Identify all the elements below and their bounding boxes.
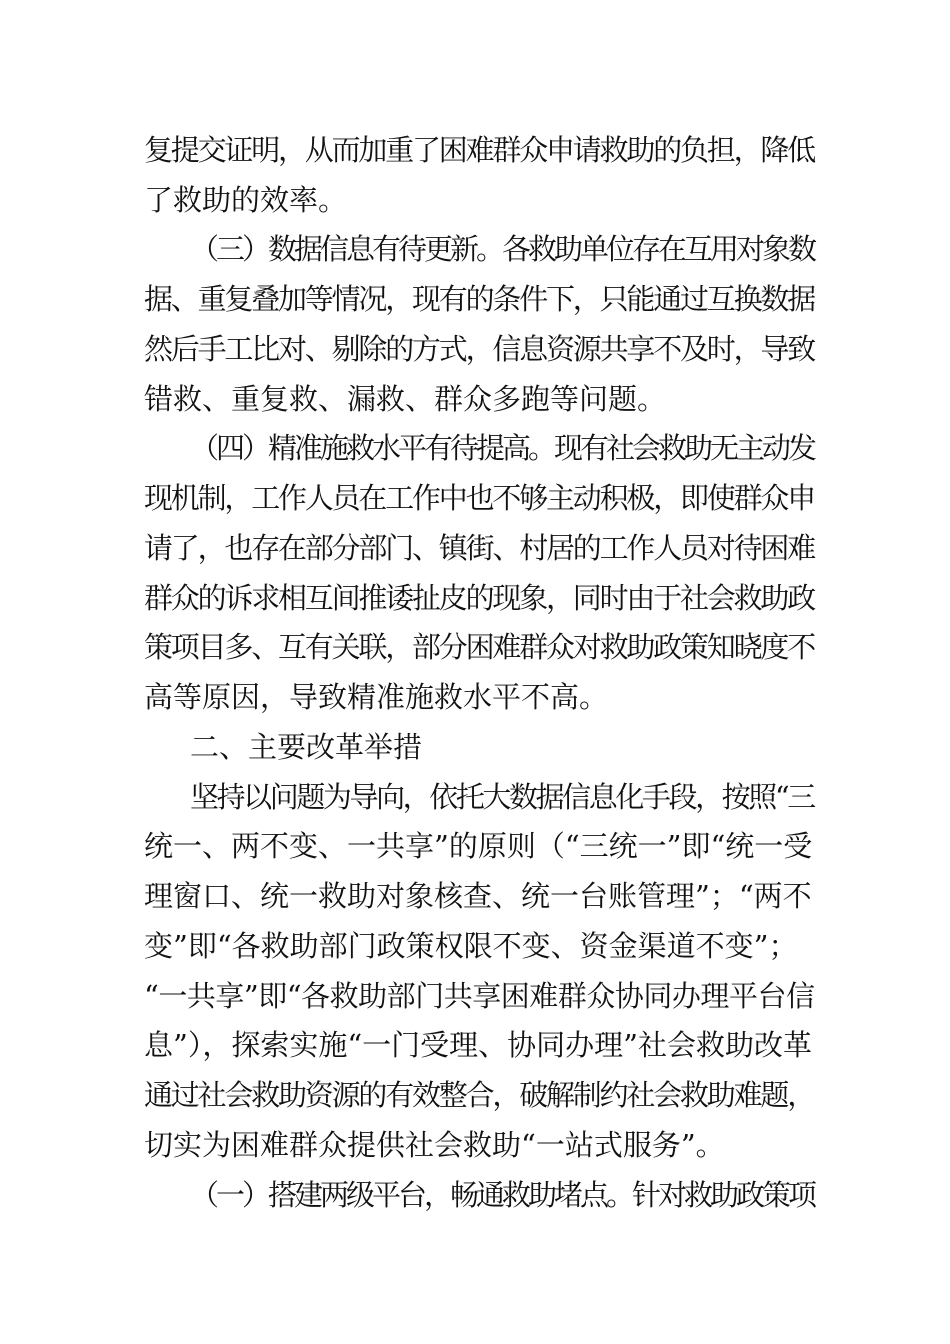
text-line: 错救、重复救、漏救、群众多跑等问题。 [144,382,667,416]
text-line: 复提交证明，从而加重了困难群众申请救助的负担，降低 [144,133,815,167]
paragraph-heading-3: （三）数据信息有待更新。各救助单位存在互用对象数 [190,232,815,266]
text-line: 切实为困难群众提供社会救助“一站式服务”。 [144,1128,725,1162]
text-line: 群众的诉求相互间推诿扯皮的现象，同时由于社会救助政 [144,581,815,615]
text-line: 统一、两不变、一共享”的原则（“三统一”即“统一受 [144,829,813,863]
text-line: 息”），探索实施“一门受理、协同办理”社会救助改革 [144,1028,812,1062]
text-line: 了救助的效率。 [144,183,348,217]
text-line: 策项目多、互有关联，部分困难群众对救助政策知晓度不 [144,630,815,664]
text-line: 请了，也存在部分部门、镇街、村居的工作人员对待困难 [144,531,815,565]
text-line: 现机制，工作人员在工作中也不够主动积极，即使群众申 [144,481,815,515]
paragraph-heading-1: （一）搭建两级平台，畅通救助堵点。针对救助政策项 [190,1178,815,1212]
text-line: 坚持以问题为导向，依托大数据信息化手段，按照“三 [190,780,814,814]
text-line: 然后手工比对、剔除的方式，信息资源共享不及时，导致 [144,332,815,366]
text-line: 理窗口、统一救助对象核查、统一台账管理”；“两不 [144,879,812,913]
text-line: 据、重复叠加等情况，现有的条件下，只能通过互换数据 [144,282,815,316]
text-line: 变”即“各救助部门政策权限不变、资金渠道不变”； [144,929,798,963]
text-line: “一共享”即“各救助部门共享困难群众协同办理平台信 [144,979,815,1013]
section-heading: 二、主要改革举措 [190,730,423,764]
paragraph-heading-4: （四）精准施救水平有待提高。现有社会救助无主动发 [190,431,815,465]
text-line: 高等原因，导致精准施救水平不高。 [144,680,609,714]
text-line: 通过社会救助资源的有效整合，破解制约社会救助难题， [144,1078,815,1112]
